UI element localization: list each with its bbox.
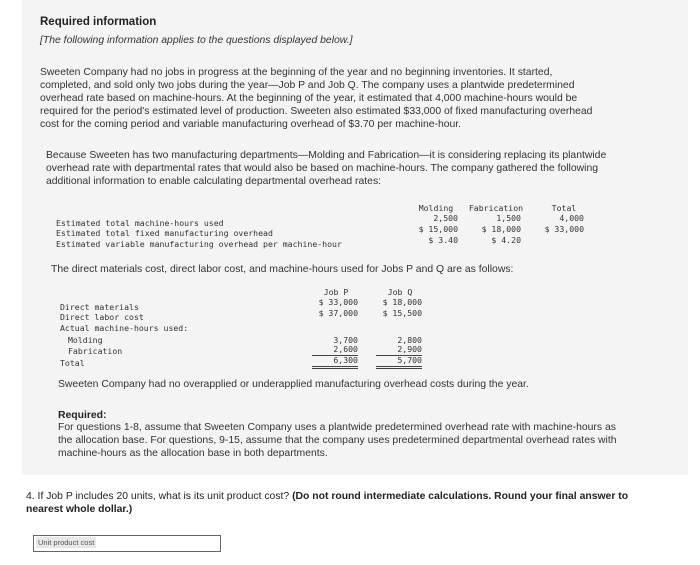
col-header-job-p: Job P: [323, 287, 349, 297]
overhead-note: Sweeten Company had no overapplied or underapplied manufacturing overhead costs during the year.: [58, 379, 529, 390]
cell-value: $ 15,000: [418, 224, 458, 234]
intro-line: completed, and sold only two jobs during the year—Job P and Job Q. The company uses a plantwide predetermined: [40, 80, 575, 91]
required-text: [58, 421, 678, 460]
required-line: For questions 1-8, assume that Sweeten Company uses a plantwide predetermined overhead rate with machine-hours as: [58, 422, 616, 433]
row-label: Estimated total fixed manufacturing overhead: [56, 228, 273, 238]
input-label: Unit product cost: [38, 538, 95, 547]
cell-value: $ 4.20: [491, 235, 521, 245]
required-label: Required:: [58, 410, 107, 421]
jobs-intro: The direct materials cost, direct labor cost, and machine-hours used for Jobs P and Q are as follows:: [51, 264, 514, 275]
question-text: [26, 490, 694, 516]
cell-value: 1,500: [496, 213, 521, 223]
question-instruction-cont: nearest whole dollar.): [26, 504, 133, 515]
cell-value: $ 18,000: [382, 297, 422, 307]
row-label: Actual machine-hours used:: [60, 323, 189, 333]
question-prompt: 4. If Job P includes 20 units, what is its unit product cost?: [26, 491, 290, 502]
row-label: Total: [60, 358, 85, 368]
row-label: Direct labor cost: [60, 312, 144, 322]
cell-value: 2,800: [397, 335, 422, 345]
col-header-molding: Molding: [418, 203, 454, 213]
cell-value: 2,600: [312, 344, 358, 356]
col-header-fabrication: Fabrication: [468, 203, 524, 213]
row-label: Molding: [68, 335, 103, 345]
unit-product-cost-input[interactable]: [33, 535, 221, 552]
cell-value: 2,900: [376, 344, 422, 356]
row-label: Direct materials: [60, 302, 139, 312]
intro-line: cost for the coming period and variable manufacturing overhead of $3.70 per machine-hour.: [40, 119, 462, 130]
col-header-total: Total: [551, 203, 577, 213]
intro-paragraph: [40, 66, 680, 131]
cell-value: 6,300: [312, 355, 358, 369]
departments-line: overhead rate with departmental rates that would also be based on machine-hours. The company gathered the following: [46, 163, 599, 174]
col-header-job-q: Job Q: [387, 287, 413, 297]
intro-line: required for the period's estimated level of production. Sweeten also estimated $33,000 of fixed manufacturing overhead: [40, 106, 593, 117]
cell-value: 2,500: [433, 213, 458, 223]
required-line: the allocation base. For questions, 9-15, assume that the company uses predetermined departmental overhead rates with: [58, 435, 617, 446]
intro-line: overhead rate based on machine-hours. At the beginning of the year, it estimated that 4,000 machine-hours would be: [40, 93, 578, 104]
cell-value: $ 33,000: [318, 297, 358, 307]
section-title: Required information: [40, 16, 157, 28]
departments-line: additional information to enable calculating departmental overhead rates:: [46, 176, 382, 187]
cell-value: $ 18,000: [481, 224, 521, 234]
row-label: Estimated total machine-hours used: [56, 218, 224, 228]
departments-line: Because Sweeten has two manufacturing departments—Molding and Fabrication—it is considering replacing its plantwide: [46, 150, 607, 161]
row-label: Fabrication: [68, 346, 123, 356]
departments-paragraph: [46, 149, 686, 188]
question-instruction: (Do not round intermediate calculations. Round your final answer to: [292, 491, 629, 502]
cell-value: 4,000: [559, 213, 584, 223]
cell-value: 5,700: [376, 355, 422, 369]
cell-value: $ 37,000: [318, 308, 358, 318]
cell-value: $ 3.40: [428, 235, 458, 245]
required-line: machine-hours as the allocation base in both departments.: [58, 448, 328, 459]
section-subtitle: [The following information applies to the questions displayed below.]: [40, 35, 353, 46]
cell-value: 3,700: [333, 335, 358, 345]
row-label: Estimated variable manufacturing overhead per machine-hour: [56, 239, 342, 249]
intro-line: Sweeten Company had no jobs in progress at the beginning of the year and no beginning inventories. It started,: [40, 67, 553, 78]
cell-value: $ 15,500: [382, 308, 422, 318]
cell-value: $ 33,000: [544, 224, 584, 234]
